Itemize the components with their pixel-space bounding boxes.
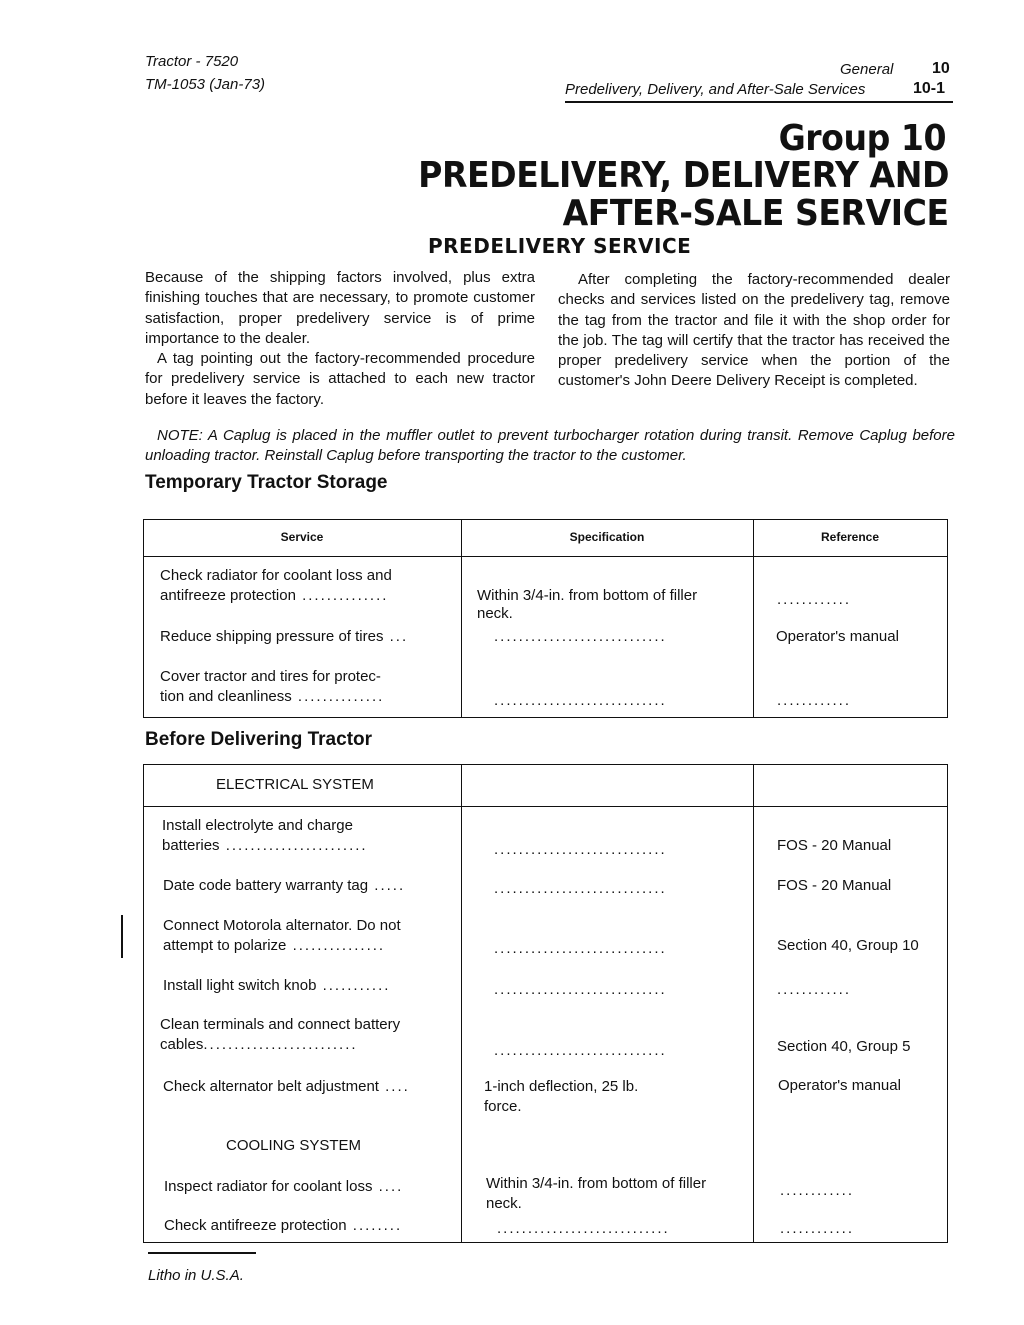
intro-right-paragraph: After completing the factory-recommended dealer checks and services listed on the predelivery tag, remove the tag from the tractor and file it with the shop order for the job. The tag will certify that the tractor has received the proper predelivery service when the portion of the customer's John Deere Delivery Receipt is completed. <box>558 271 950 390</box>
storage-heading: Temporary Tractor Storage <box>145 472 388 493</box>
storage-row1-ref: ............ <box>777 591 852 608</box>
footer-rule <box>148 1252 256 1254</box>
revision-bar <box>121 915 123 958</box>
group-title: Group 10 <box>778 118 946 159</box>
delivery-row8-spec: ............................ <box>497 1220 670 1237</box>
cooling-system-label: COOLING SYSTEM <box>226 1137 362 1154</box>
header-right-section: General <box>840 61 894 78</box>
storage-table-header-bottom <box>143 556 948 557</box>
electrical-system-label: ELECTRICAL SYSTEM <box>216 776 374 793</box>
delivery-row4-spec: ............................ <box>494 981 667 998</box>
delivery-row7-spec-line2: neck. <box>486 1195 522 1212</box>
delivery-row6-ref: Operator's manual <box>778 1077 901 1094</box>
storage-row1-spec-line2: neck. <box>477 605 513 622</box>
intro-left-paragraph-1: Because of the shipping factors involved, plus extra finishing touches that are necessary, to promote customer satisfaction, proper predelivery service is of prime importance to the dealer. <box>145 269 535 347</box>
storage-row2-service: Reduce shipping pressure of tires <box>160 628 384 645</box>
delivery-row6-service: Check alternator belt adjustment <box>163 1078 379 1095</box>
header-left-line1: Tractor - 7520 <box>145 53 239 70</box>
storage-row1-service-line2: antifreeze protection <box>160 587 296 604</box>
delivery-row4-service: Install light switch knob <box>163 977 317 994</box>
storage-table-top <box>143 519 948 520</box>
storage-row3-service-line1: Cover tractor and tires for protec- <box>160 668 381 685</box>
storage-row3-service-line2: tion and cleanliness <box>160 688 292 705</box>
delivery-row3-spec: ............................ <box>494 940 667 957</box>
delivery-row2-ref: FOS - 20 Manual <box>777 877 892 894</box>
storage-table-divider-2 <box>753 519 754 718</box>
header-section-number: 10 <box>932 60 950 77</box>
storage-col-reference: Reference <box>820 530 880 544</box>
main-title-line1: PREDELIVERY, DELIVERY AND <box>418 155 949 196</box>
header-right-subtitle: Predelivery, Delivery, and After-Sale Services <box>565 81 866 98</box>
main-title-line2: AFTER-SALE SERVICE <box>562 193 949 234</box>
delivery-table-top <box>143 764 948 765</box>
storage-row2-spec: ............................ <box>494 628 667 645</box>
delivery-row8-ref: ............ <box>780 1220 855 1237</box>
delivery-row6-spec-line1: 1-inch deflection, 25 lb. <box>484 1078 639 1095</box>
footer-litho: Litho in U.S.A. <box>148 1267 244 1284</box>
storage-table-divider-1 <box>461 519 462 718</box>
header-rule <box>565 101 953 103</box>
header-page-number: 10-1 <box>913 80 946 97</box>
storage-row1-service-line1: Check radiator for coolant loss and <box>160 567 392 584</box>
delivery-row6-spec-line2: force. <box>484 1098 522 1115</box>
delivery-row1-spec: ............................ <box>494 841 667 858</box>
delivery-row7-spec-line1: Within 3/4-in. from bottom of filler <box>486 1175 707 1192</box>
delivery-row5-spec: ............................ <box>494 1042 667 1059</box>
delivery-row7-ref: ............ <box>780 1182 855 1199</box>
delivery-row8-service: Check antifreeze protection <box>164 1217 347 1234</box>
delivery-row5-service-line2: cables <box>160 1036 204 1053</box>
delivery-row3-ref: Section 40, Group 10 <box>777 937 919 954</box>
delivery-table-bottom <box>143 1242 948 1243</box>
storage-row1-spec-line1: Within 3/4-in. from bottom of filler <box>477 587 698 604</box>
delivery-row4-ref: ............ <box>777 981 852 998</box>
delivery-table-right <box>947 764 948 1243</box>
delivery-row3-service-line1: Connect Motorola alternator. Do not <box>163 917 401 934</box>
storage-table-right <box>947 519 948 718</box>
section-subheading: PREDELIVERY SERVICE <box>428 234 692 258</box>
delivery-row3-service-line2: attempt to polarize <box>163 937 287 954</box>
storage-row3-spec: ............................ <box>494 692 667 709</box>
delivery-row1-service-line2: batteries <box>162 837 220 854</box>
delivery-table-divider-2 <box>753 764 754 1243</box>
delivery-row7-service: Inspect radiator for coolant loss <box>164 1178 373 1195</box>
storage-table-left <box>143 519 144 718</box>
header-left-line2: TM-1053 (Jan-73) <box>145 76 266 93</box>
storage-col-specification: Specification <box>569 530 645 544</box>
storage-col-service: Service <box>280 530 324 544</box>
intro-left-paragraph-2: A tag pointing out the factory-recommended procedure for predelivery service is attached to each new tractor before it leaves the factory. <box>145 350 535 408</box>
caplug-note: NOTE: A Caplug is placed in the muffler outlet to prevent turbocharger rotation during transit. Remove Caplug before unloading tractor. Reinstall Caplug before transporting the tractor to the customer. <box>145 427 955 464</box>
delivery-table-divider-1 <box>461 764 462 1243</box>
storage-row2-ref: Operator's manual <box>776 628 899 645</box>
intro-right-column <box>558 270 950 392</box>
delivery-row2-service: Date code battery warranty tag <box>163 877 369 894</box>
delivery-row1-service-line1: Install electrolyte and charge <box>162 817 353 834</box>
delivery-row5-ref: Section 40, Group 5 <box>777 1038 911 1055</box>
delivery-heading: Before Delivering Tractor <box>145 729 373 750</box>
delivery-table-header-bottom <box>143 806 948 807</box>
delivery-row5-service-line1: Clean terminals and connect battery <box>160 1016 401 1033</box>
delivery-row2-spec: ............................ <box>494 880 667 897</box>
delivery-row1-ref: FOS - 20 Manual <box>777 837 892 854</box>
delivery-table-left <box>143 764 144 1243</box>
storage-table-bottom <box>143 717 948 718</box>
intro-left-column <box>145 268 535 410</box>
storage-row3-ref: ............ <box>777 692 852 709</box>
